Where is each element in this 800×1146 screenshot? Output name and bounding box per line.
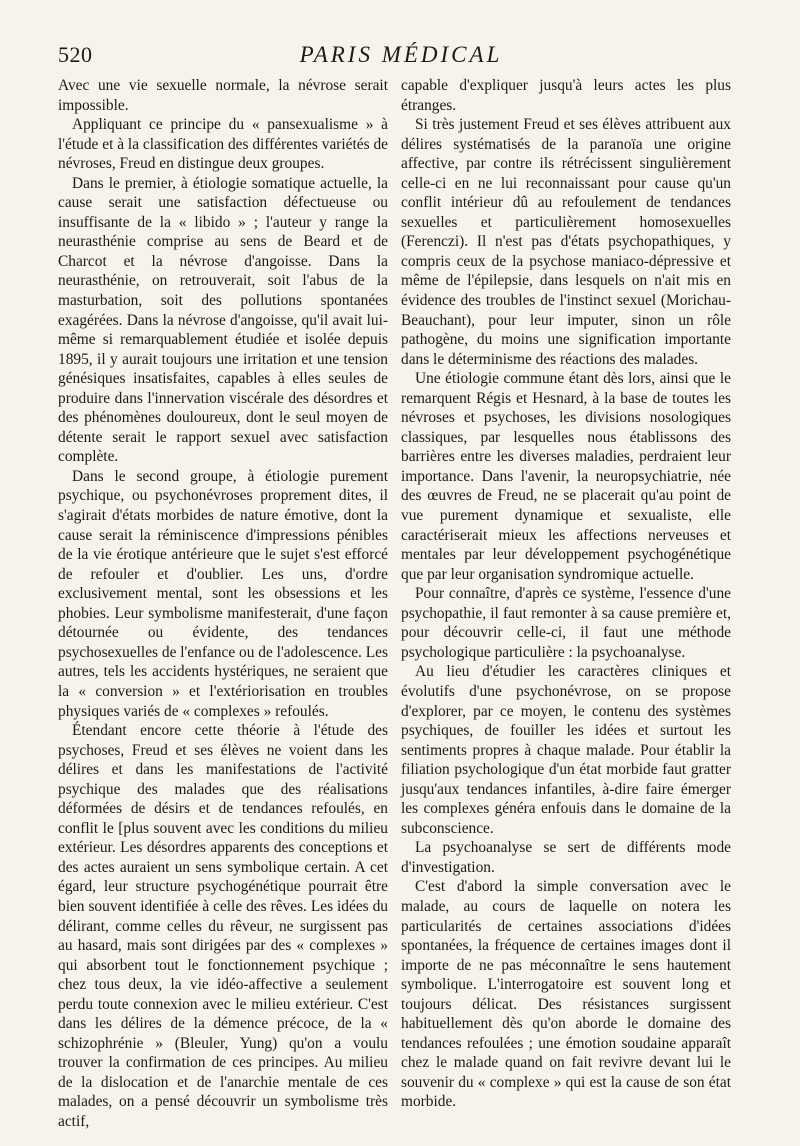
paragraph: Appliquant ce principe du « pansexualisme » à l'étude et à la classification des différentes variétés de névroses, Freud en distingue deux groupes.	[58, 116, 388, 173]
running-title: PARIS MÉDICAL	[299, 42, 503, 67]
paragraph: La psychoanalyse se sert de différents mode d'investigation.	[401, 839, 731, 876]
paragraph: Si très justement Freud et ses élèves attribuent aux délires systématisés de la paranoïa une origine affective, par contre ils rétrécissent singulièrement celle-ci en ne lui reconnaissant pour cause qu'un conflit intérieur dû au refoulement de tendances sexuelles et particulièrement homosexuelles (Ferenczi). Il n'est pas d'états psychopathiques, y compris ceux de la psychose maniaco-dépressive et même de l'épilepsie, dans lesquels on n'ait mis en évidence des troubles de l'instinct sexuel (Morichau-Beauchant), pour leur imputer, sinon un rôle pathogène, du moins une signification importante dans le déterminisme des réactions des malades.	[401, 116, 731, 368]
paragraph: Au lieu d'étudier les caractères cliniques et évolutifs d'une psychonévrose, on se propose d'explorer, par ce moyen, le contenu des systèmes psychiques, de fouiller les idées et surtout les sentiments propres à chaque malade. Pour établir la filiation psychologique d'un état morbide faut gratter jusqu'aux tendances infantiles, à-dire faire émerger les complexes généra enfouis dans le domaine de la subconscience.	[401, 663, 731, 837]
paragraph: Étendant encore cette théorie à l'étude des psychoses, Freud et ses élèves ne voient dans les délires et dans les manifestations de l'activité psychique des malades que des réalisations déformées de désirs et de tendances refoulés, en conflit le [plus souvent avec les conditions du milieu extérieur. Les désordres apparents des conceptions et des actes auraient un sens symbolique certain. A cet égard, leur structure psychogénétique pourrait être bien souvent identifiée à celle des rêves. Les idées du délirant, comme celles du rêveur, ne surgissent pas au hasard, mais sont dirigées par des « complexes » qui absorbent tout le fonctionnement psychique ; chez tous deux, la vie idéo-affective a seulement perdu toute connexion avec le milieu extérieur. C'est dans les délires de la démence précoce, de la « schizophrénie » (Bleuler, Yung) qu'on a voulu trouver la confirmation de ces principes. Au milieu de la dislocation et de l'anarchie mentale de ces malades, on a pensé découvrir un symbolisme très actif,	[58, 722, 388, 1130]
paragraph: Une étiologie commune étant dès lors, ainsi que le remarquent Régis et Hesnard, à la base de toutes les névroses et psychoses, les divisions nosologiques classiques, par lesquelles nous établissons des barrières entre les diverses maladies, perdraient leur importance. Dans l'avenir, la neuropsychiatrie, née des œuvres de Freud, ne se placerait qu'au point de vue purement dynamique et sexualiste, elle caractériserait mieux les affections nerveuses et mentales par leur développement psychogénétique que par leur organisation syndromique actuelle.	[401, 370, 731, 583]
paragraph: Dans le second groupe, à étiologie purement psychique, ou psychonévroses proprement dites, il s'agirait d'états morbides de nature émotive, dont la cause serait la réminiscence d'impressions pénibles de la vie érotique antérieure que le sujet s'est efforcé de refouler et d'oublier. Les uns, d'ordre exclusivement mental, sont les obsessions et les phobies. Leur symbolisme manifesterait, d'une façon détournée ou évidente, des tendances psychosexuelles de l'enfance ou de l'adolescence. Les autres, tels les accidents hystériques, ne seraient que la « conversion » et l'extériorisation en troubles physiques variés de « complexes » refoulés.	[58, 467, 388, 720]
left-column	[58, 76, 388, 1132]
page-number: 520	[58, 42, 93, 67]
paragraph: Pour connaître, d'après ce système, l'essence d'une psychopathie, il faut remonter à sa cause première et, pour découvrir celle-ci, il faut une méthode psychologique particulière : la psychoanalyse.	[401, 585, 731, 661]
paragraph: Avec une vie sexuelle normale, la névrose serait impossible.	[58, 77, 388, 114]
paragraph: C'est d'abord la simple conversation avec le malade, au cours de laquelle on notera les particularités de certaines associations d'idées spontanées, la fréquence de certaines images dont il importe de ne pas méconnaître le sens hautement symbolique. L'interrogatoire est souvent long et toujours délicat. Des résistances surgissent habituellement dès qu'on aborde le domaine des tendances refoulées ; une émotion soudaine apparaît chez le malade quand on fait revivre devant lui le souvenir du « complexe » qui est la cause de son état morbide.	[401, 878, 731, 1111]
running-header	[58, 38, 744, 72]
paragraph: capable d'expliquer jusqu'à leurs actes les plus étranges.	[401, 77, 731, 114]
paragraph: Dans le premier, à étiologie somatique actuelle, la cause serait une satisfaction défectueuse ou insuffisante de la « libido » ; l'auteur y range la neurasthénie comprise au sens de Beard et de Charcot et la névrose d'angoisse. Dans la neurasthénie, on retrouverait, soit l'abus de la masturbation, soit des pollutions spontanées exagérées. Dans la névrose d'angoisse, qu'il avait lui-même si remarquablement étudiée et isolée depuis 1895, il y aurait toujours une irritation et une tension génésiques insatisfaites, capables à elles seules de produire dans l'innervation viscérale des désordres et des phénomènes douloureux, dont le seul moyen de détente serait le rapport sexuel avec satisfaction complète.	[58, 174, 388, 466]
right-column	[401, 76, 731, 1112]
